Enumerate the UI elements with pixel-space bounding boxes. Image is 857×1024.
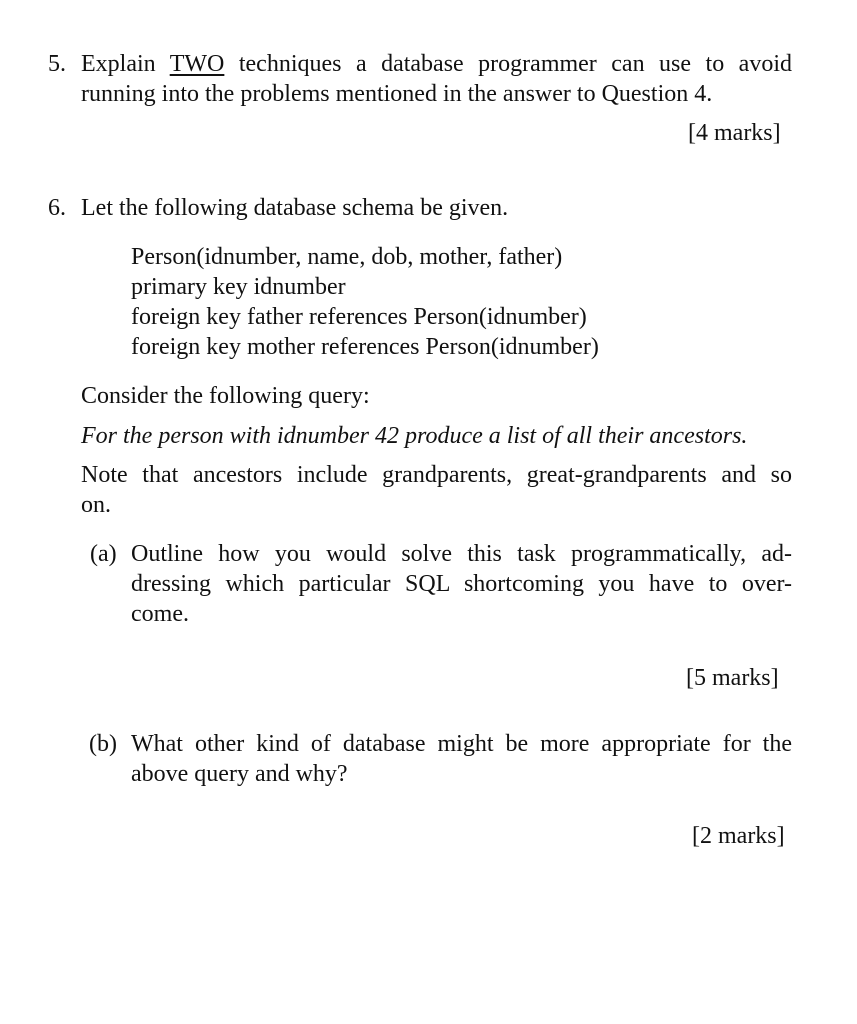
part-a-marks: [5 marks]: [686, 665, 779, 691]
q6-query: For the person with idnumber 42 produce a list of all their ancestors.: [81, 423, 748, 449]
q5-number: 5.: [48, 51, 66, 77]
part-a-line-1: Outline how you would solve this task programmatically, ad-: [131, 541, 792, 567]
part-b-line-2: above query and why?: [131, 761, 348, 787]
schema-line: foreign key mother references Person(idnumber): [131, 334, 599, 360]
schema-line: primary key idnumber: [131, 274, 346, 300]
part-b-label: (b): [89, 731, 117, 757]
q6-note-line-2: on.: [81, 492, 111, 518]
q5-line-2: running into the problems mentioned in the answer to Question 4.: [81, 81, 713, 107]
part-a-line-2: dressing which particular SQL shortcoming you have to over-: [131, 571, 792, 597]
q5-text-before: Explain: [81, 51, 156, 77]
q5-text-after: techniques a database programmer can use to avoid: [238, 51, 792, 77]
part-b-line-1: What other kind of database might be more appropriate for the: [131, 731, 792, 757]
schema-line: Person(idnumber, name, dob, mother, father): [131, 244, 563, 270]
q6-note-line-1: Note that ancestors include grandparents, great-grandparents and so: [81, 462, 792, 488]
part-a-line-3: come.: [131, 601, 189, 627]
part-a-label: (a): [90, 541, 117, 567]
q5-emphasis-two: TWO: [169, 51, 225, 77]
q6-intro: Let the following database schema be given.: [81, 195, 509, 221]
q6-number: 6.: [48, 195, 66, 221]
part-b-marks: [2 marks]: [692, 823, 785, 849]
q6-consider: Consider the following query:: [81, 383, 370, 409]
schema-line: foreign key father references Person(idnumber): [131, 304, 587, 330]
q5-marks: [4 marks]: [688, 120, 781, 146]
q5-line-1: [81, 49, 792, 79]
